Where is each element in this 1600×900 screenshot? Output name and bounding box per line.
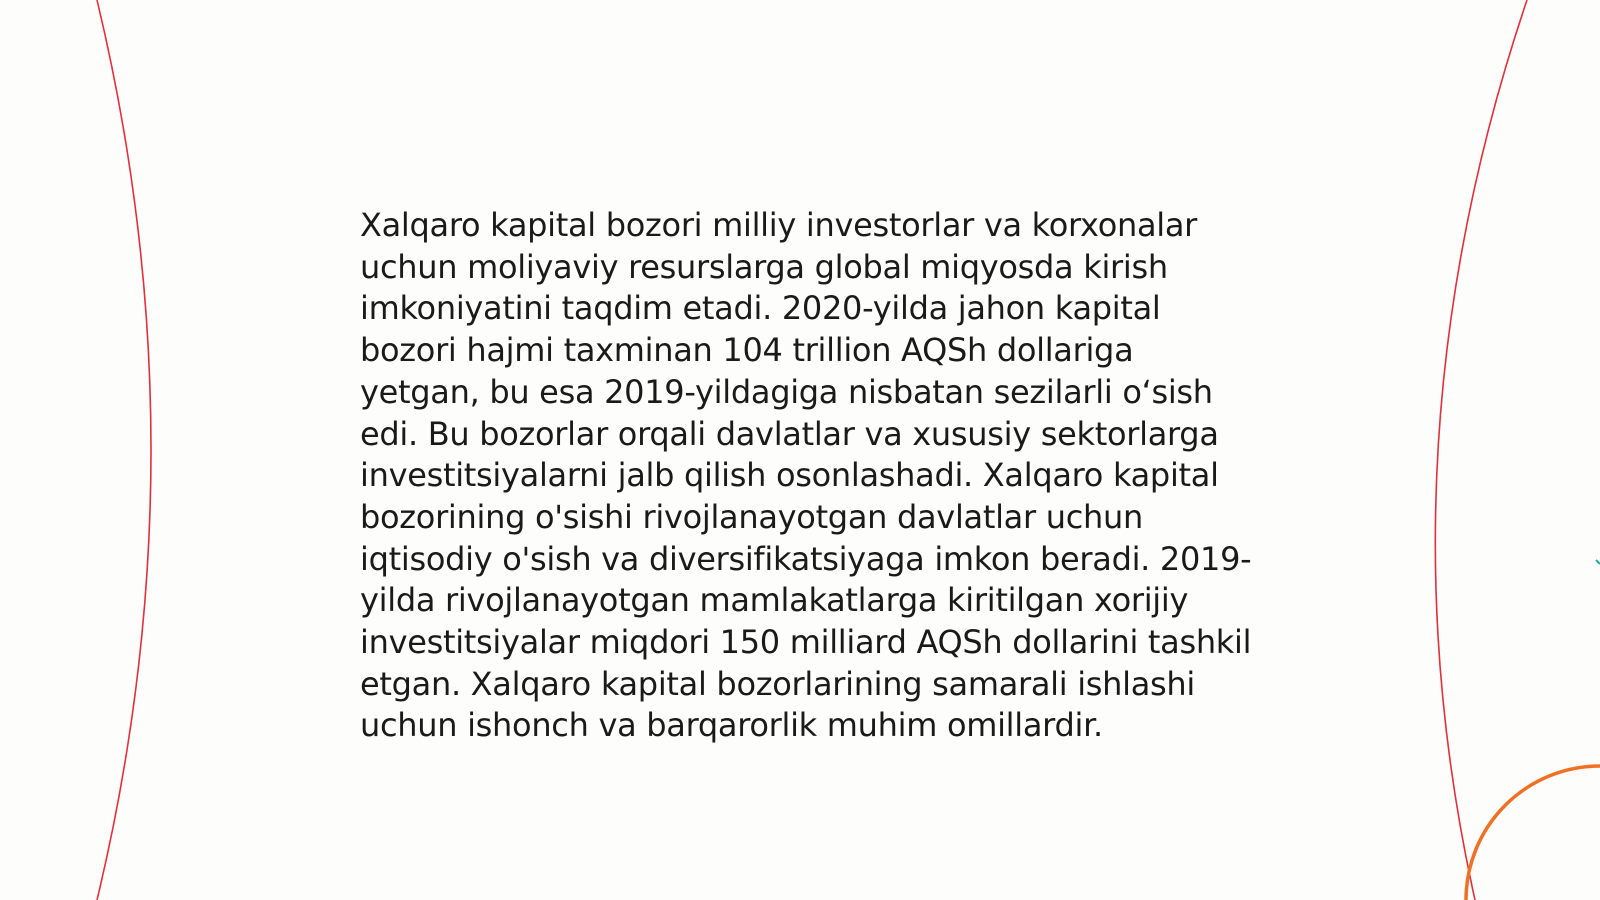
teal-accent-mark: [1596, 560, 1600, 564]
body-paragraph: Xalqaro kapital bozori milliy investorlar va korxonalar uchun moliyaviy resurslarga global miqyosda kirish imkoniyatini taqdim etadi. 2020-yilda jahon kapital bozori hajmi taxminan 104 trillion AQSh dollariga yetgan, bu esa 2019-yildagiga nisbatan sezilarli o‘sish edi. Bu bozorlar orqali davlatlar va xususiy sektorlarga investitsiyalarni jalb qilish osonlashadi. Xalqaro kapital bozorining o'sishi rivojlanayotgan davlatlar uchun iqtisodiy o'sish va diversifikatsiyaga imkon beradi. 2019-yilda rivojlanayotgan mamlakatlarga kiritilgan xorijiy investitsiyalar miqdori 150 milliard AQSh dollarini tashkil etgan. Xalqaro kapital bozorlarining samarali ishlashi uchun ishonch va barqarorlik muhim omillardir.: [360, 206, 1252, 745]
right-red-arc: [1435, 0, 1527, 900]
orange-circle-arc: [1466, 766, 1600, 900]
left-red-arc: [97, 0, 151, 900]
